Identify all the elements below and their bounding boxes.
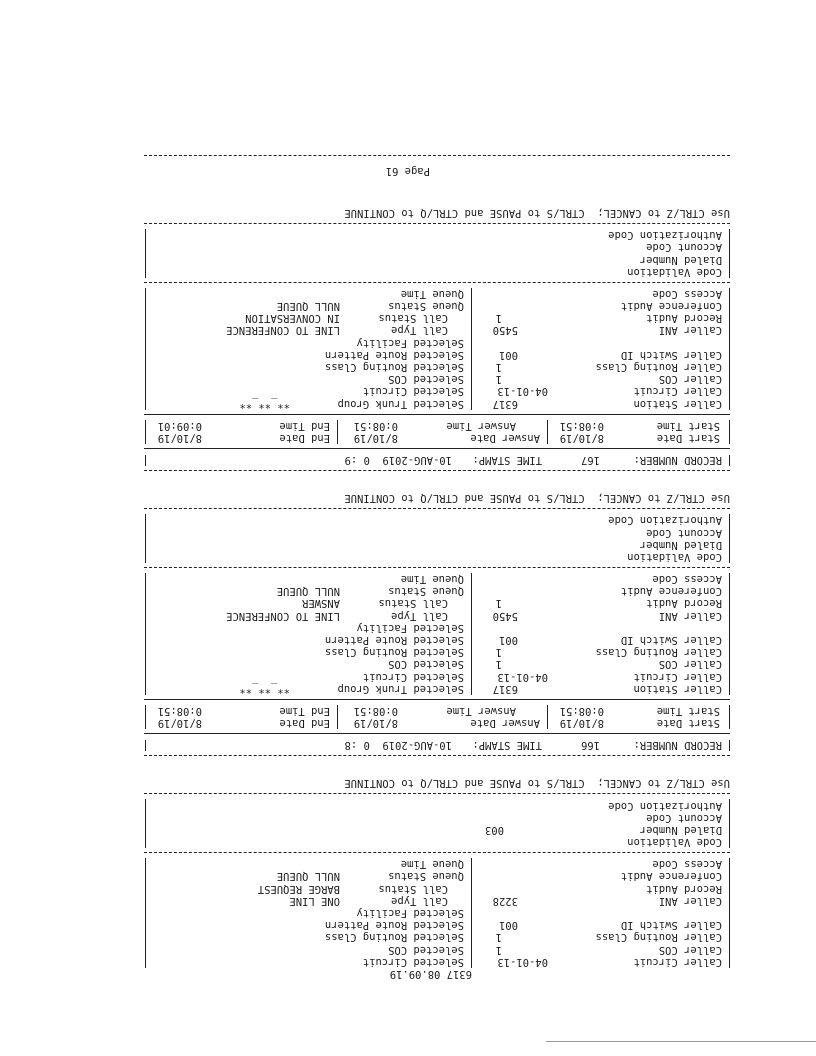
dialed-number-value: 003 — [485, 823, 504, 836]
row-conference-audit: Conference Audit Queue Status NULL QUEUE — [276, 300, 722, 313]
separator — [144, 751, 730, 761]
selected-trunk-group-value: **_**_** — [239, 682, 290, 695]
caller-ani-value: 5450 — [492, 609, 518, 622]
start-date-value: 8/10/19 — [559, 432, 604, 444]
caller-station-value: 6317 — [492, 682, 518, 695]
row-caller-routing-class: Caller Routing Class 1 Selected Routing Class — [324, 931, 722, 944]
row-caller-ani: Caller ANI 3228 Call Type ONE LINE — [289, 894, 722, 907]
row-account-code: Account Code — [646, 241, 722, 254]
end-time-value: 0:08:51 — [157, 705, 202, 717]
row-record-audit: Record Audit 1 Call Status ANSWER — [302, 597, 722, 610]
caller-cos-value: 1 — [495, 658, 502, 671]
row-times: Start Time 0:08:51 Answer Time 0:08:51 End Time 0:08:51 — [157, 705, 720, 717]
ctrl-message: Use CTRL/Z to CANCEL; CTRL/S to PAUSE and CTRL/Q to CONTINUE — [344, 207, 730, 219]
row-account-code: Account Code — [646, 811, 722, 824]
start-date-value: 8/10/19 — [559, 717, 604, 730]
caller-circuit-value: 04-01-13 — [497, 385, 548, 398]
record-166-codes-block — [144, 514, 730, 563]
answer-date-value: 8/10/19 — [353, 432, 398, 444]
row-caller-switch-id: Caller Switch ID 001 Selected Route Pattern — [324, 919, 722, 932]
row-caller-switch-id: Caller Switch ID 001 Selected Route Pattern — [324, 634, 722, 647]
row-record-audit: Record Audit Call Status BARGE REQUEST — [257, 882, 722, 895]
record-audit-value: 1 — [495, 597, 502, 610]
record-167-codes-block — [144, 229, 730, 278]
row-caller-ani: Caller ANI 5450 Call Type LINE TO CONFERENCE — [226, 609, 722, 622]
row-dialed-number: Dialed Number — [639, 253, 722, 266]
separator — [144, 729, 730, 739]
record-audit-value: 1 — [495, 312, 502, 325]
row-access-code: Access Code Queue Time — [400, 858, 722, 871]
call-type-value: LINE TO CONFERENCE — [226, 609, 340, 622]
row-selected-facility: Selected Facility — [356, 907, 464, 920]
separator — [144, 848, 730, 858]
station-header: 6317 08.09.19 — [389, 968, 472, 980]
row-conference-audit: Conference Audit Queue Status NULL QUEUE — [276, 870, 722, 883]
row-code-validation: Code Validation — [627, 836, 722, 849]
record-number-value: 166 — [581, 739, 600, 752]
row-caller-circuit: Caller Circuit 04-01-13 Selected Circuit — [362, 385, 722, 398]
caller-circuit-value: 04-01-13 — [497, 670, 548, 683]
continuation-codes-block — [144, 799, 730, 848]
footer-separator — [144, 151, 730, 161]
row-dates: Start Date 8/10/19 Answer Date 8/10/19 End Date 8/10/19 — [157, 432, 720, 444]
row-code-validation: Code Validation — [627, 550, 722, 563]
row-conference-audit: Conference Audit Queue Status NULL QUEUE — [276, 585, 722, 598]
row-account-code: Account Code — [646, 526, 722, 539]
caller-switch-id-value: 001 — [499, 348, 518, 361]
row-caller-circuit: Caller Circuit 04-01-13 Selected Circuit — [362, 955, 722, 968]
continuation-detail-block — [144, 858, 730, 968]
station-header-line — [144, 968, 730, 980]
record-167-dates-block — [144, 420, 730, 444]
answer-date-value: 8/10/19 — [353, 717, 398, 730]
caller-routing-class-value: 1 — [495, 646, 502, 659]
call-status-value: IN CONVERSATION — [245, 312, 340, 325]
caller-routing-class-value: 1 — [495, 931, 502, 944]
ctrl-message: Use CTRL/Z to CANCEL; CTRL/S to PAUSE and CTRL/Q to CONTINUE — [344, 777, 730, 790]
separator — [144, 410, 730, 420]
time-stamp-value: 10-AUG-2019 0 :8 — [344, 739, 452, 752]
row-caller-cos: Caller COS 1 Selected COS — [388, 658, 722, 671]
row-access-code: Access Code Queue Time — [400, 573, 722, 586]
row-authorization-code: Authorization Code — [608, 514, 722, 527]
separator — [144, 278, 730, 288]
row-caller-circuit: Caller Circuit 04-01-13 Selected Circuit — [362, 670, 722, 683]
page-footer — [144, 161, 730, 177]
caller-circuit-value: 04-01-13 — [497, 955, 548, 968]
caller-switch-id-value: 001 — [499, 634, 518, 647]
row-dialed-number: Dialed Number — [639, 538, 722, 551]
row-caller-station: Caller Station 6317 Selected Trunk Group **_**_** — [239, 397, 722, 410]
separator — [144, 444, 730, 454]
time-stamp-value: 10-AUG-2019 0 :9 — [344, 454, 452, 467]
row-selected-facility: Selected Facility — [356, 621, 464, 634]
row-dialed-number: Dialed Number 003 — [485, 823, 722, 836]
row-caller-routing-class: Caller Routing Class 1 Selected Routing Class — [324, 361, 722, 374]
row-caller-cos: Caller COS 1 Selected COS — [388, 943, 722, 956]
answer-time-value: 0:08:51 — [353, 705, 398, 717]
separator — [144, 789, 730, 799]
row-dates: Start Date 8/10/19 Answer Date 8/10/19 End Date 8/10/19 — [157, 717, 720, 730]
row-selected-facility: Selected Facility — [356, 336, 464, 349]
record-167-detail-block — [144, 288, 730, 410]
record-number-value: 167 — [581, 454, 600, 467]
call-type-value: LINE TO CONFERENCE — [226, 324, 340, 337]
row-authorization-code: Authorization Code — [608, 799, 722, 812]
caller-cos-value: 1 — [495, 943, 502, 956]
row-access-code: Access Code Queue Time — [400, 287, 722, 300]
row-code-validation: Code Validation — [627, 265, 722, 278]
separator — [144, 563, 730, 573]
caller-station-value: 6317 — [492, 397, 518, 410]
queue-status-value: NULL QUEUE — [276, 300, 340, 313]
record-166-detail-block — [144, 573, 730, 695]
record-header-166: RECORD NUMBER: 166 TIME STAMP: 10-AUG-2019 0 :8 — [144, 739, 730, 751]
caller-switch-id-value: 001 — [499, 919, 518, 932]
selected-trunk-group-value: **_**_** — [239, 397, 290, 410]
row-caller-station: Caller Station 6317 Selected Trunk Group **_**_** — [239, 682, 722, 695]
scan-edge-line — [546, 1041, 816, 1042]
record-header-167: RECORD NUMBER: 167 TIME STAMP: 10-AUG-2019 0 :9 — [144, 454, 730, 466]
caller-cos-value: 1 — [495, 373, 502, 386]
end-time-value: 0:09:01 — [157, 419, 202, 432]
row-caller-routing-class: Caller Routing Class 1 Selected Routing Class — [324, 646, 722, 659]
row-record-audit: Record Audit 1 Call Status IN CONVERSATION — [245, 312, 722, 325]
separator — [144, 466, 730, 476]
separator — [144, 504, 730, 514]
call-record-report — [144, 151, 730, 980]
queue-status-value: NULL QUEUE — [276, 585, 340, 598]
end-date-value: 8/10/19 — [157, 717, 202, 730]
queue-status-value: NULL QUEUE — [276, 870, 340, 883]
record-166-dates-block — [144, 705, 730, 729]
row-caller-switch-id: Caller Switch ID 001 Selected Route Pattern — [324, 348, 722, 361]
caller-ani-value: 3228 — [492, 894, 518, 907]
ctrl-message: Use CTRL/Z to CANCEL; CTRL/S to PAUSE and CTRL/Q to CONTINUE — [344, 492, 730, 505]
row-caller-cos: Caller COS 1 Selected COS — [388, 373, 722, 386]
separator — [144, 219, 730, 229]
call-status-value: BARGE REQUEST — [257, 882, 340, 895]
call-type-value: ONE LINE — [289, 894, 340, 907]
answer-time-value: 0:08:51 — [353, 419, 398, 432]
call-status-value: ANSWER — [302, 597, 340, 610]
separator — [144, 695, 730, 705]
row-caller-ani: Caller ANI 5450 Call Type LINE TO CONFERENCE — [226, 324, 722, 337]
start-time-value: 0:08:51 — [559, 705, 604, 717]
row-times: Start Time 0:08:51 Answer Time 0:08:51 End Time 0:09:01 — [157, 419, 720, 432]
caller-ani-value: 5450 — [492, 324, 518, 337]
caller-routing-class-value: 1 — [495, 361, 502, 374]
start-time-value: 0:08:51 — [559, 419, 604, 432]
end-date-value: 8/10/19 — [157, 432, 202, 444]
row-authorization-code: Authorization Code — [608, 229, 722, 242]
page-number: Page 61 — [385, 165, 430, 177]
